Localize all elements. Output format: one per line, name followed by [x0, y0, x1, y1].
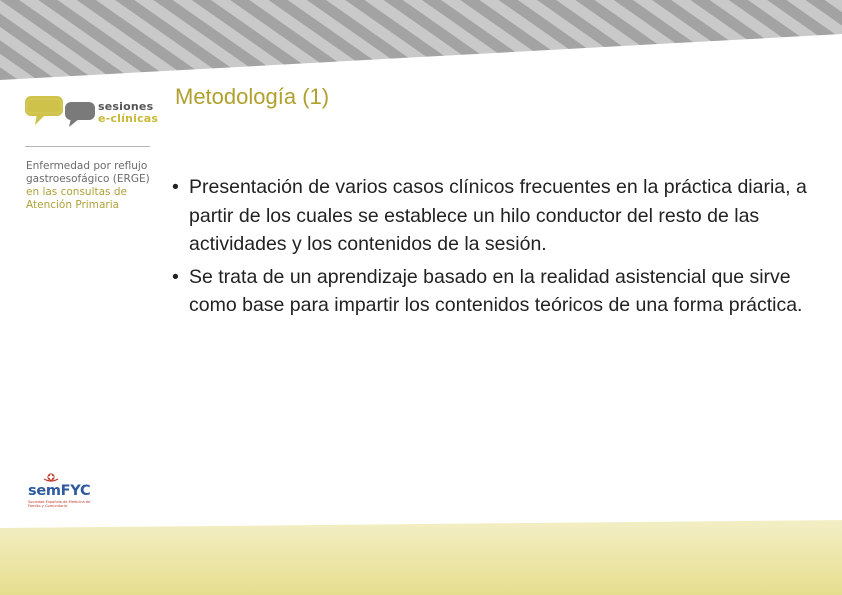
bullet-list [172, 173, 837, 324]
bullet-glyph: • [172, 176, 179, 198]
semfyc-name: semFYC [28, 483, 91, 499]
subtitle-line-4: Atención Primaria [26, 199, 120, 211]
bullet-text: Se trata de un aprendizaje basado en la realidad asistencial que sirve como base para impartir los contenidos teóricos de una forma práctica. [189, 265, 803, 316]
sidebar-divider [25, 146, 150, 147]
bottom-yellow-band [0, 520, 842, 595]
semfyc-subtitle: Sociedad Española de Medicina de Familia y Comunitaria [28, 500, 91, 509]
subtitle-line-3: en las consultas de [26, 186, 127, 198]
logo-sesiones-text: sesiones [98, 100, 154, 113]
logo-eclinicas-text: e-clínicas [98, 112, 159, 125]
subtitle-line-2: gastroesofágico (ERGE) [26, 173, 150, 185]
bullet-text: Presentación de varios casos clínicos frecuentes en la práctica diaria, a partir de los cuales se establece un hilo conductor del resto de las actividades y los contenidos de la sesión. [189, 176, 807, 255]
top-stripe-band [0, 0, 842, 80]
bullet-glyph: • [172, 265, 179, 288]
sidebar-subtitle [26, 160, 161, 212]
bullet-item [172, 263, 837, 320]
slide-title: Metodología (1) [175, 84, 330, 109]
subtitle-line-1: Enfermedad por reflujo [26, 160, 148, 172]
bullet-item [172, 173, 837, 259]
